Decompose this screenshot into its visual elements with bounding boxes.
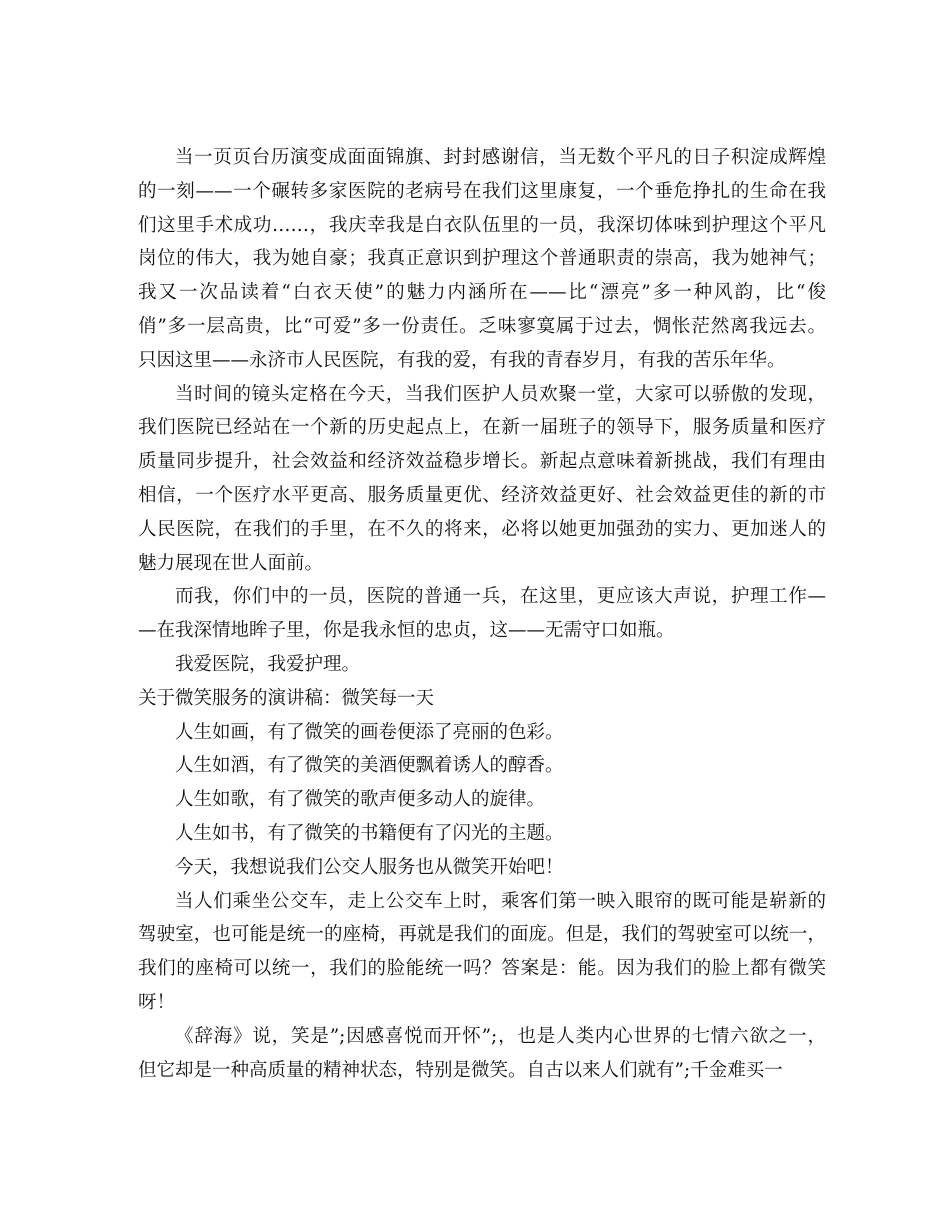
text-line: 我爱医院，我爱护理。	[175, 653, 361, 675]
text-line: 人生如酒，有了微笑的美酒便飘着诱人的醇香。	[175, 755, 564, 777]
body-paragraph	[138, 716, 826, 750]
text-line: 我们医院已经站在一个新的历史起点上，在新一届班子的领导下，服务质量和医疗	[138, 417, 826, 439]
text-line: 相信，一个医疗水平更高、服务质量更优、经济效益更好、社会效益更佳的新的市	[138, 484, 826, 506]
text-line: 俏”多一层高贵，比“可爱”多一份责任。乏味寥寞属于过去，惆怅茫然离我远去。	[138, 315, 826, 337]
text-line: 魅力展现在世人面前。	[138, 552, 324, 574]
text-line: —在我深情地眸子里，你是我永恒的忠贞，这——无需守口如瓶。	[138, 620, 675, 642]
text-line: 我又一次品读着“白衣天使”的魅力内涵所在——比“漂亮”多一种风韵，比“俊	[138, 282, 826, 304]
text-line: 当时间的镜头定格在今天，当我们医护人员欢聚一堂，大家可以骄傲的发现，	[175, 383, 826, 405]
text-line: 《辞海》说，笑是”;因感喜悦而开怀”;，也是人类内心世界的七情六欲之一，	[175, 1025, 826, 1047]
text-line: 当一页页台历演变成面面锦旗、封封感谢信，当无数个平凡的日子积淀成辉煌	[175, 147, 826, 168]
text-line: 当人们乘坐公交车，走上公交车上时，乘客们第一映入眼帘的既可能是崭新的	[175, 890, 826, 912]
text-line: 只因这里——永济市人民医院，有我的爱，有我的青春岁月，有我的苦乐年华。	[138, 349, 786, 371]
body-paragraph	[138, 141, 826, 378]
text-line: 而我，你们中的一员，医院的普通一兵，在这里，更应该大声说，护理工作—	[175, 586, 826, 608]
text-line: 岗位的伟大，我为她自豪；我真正意识到护理这个普通职责的崇高，我为她神气；	[138, 248, 826, 270]
body-paragraph	[138, 580, 826, 648]
body-paragraph	[138, 648, 826, 682]
text-line: 呀！	[138, 991, 176, 1013]
section-heading	[138, 682, 826, 716]
body-paragraph	[138, 817, 826, 851]
body-paragraph	[138, 1020, 826, 1088]
text-line: 今天，我想说我们公交人服务也从微笑开始吧！	[175, 856, 564, 878]
text-line: 人生如书，有了微笑的书籍便有了闪光的主题。	[175, 822, 564, 844]
text-line: 们这里手术成功……，我庆幸我是白衣队伍里的一员，我深切体味到护理这个平凡	[138, 214, 826, 236]
document-page	[138, 141, 826, 1087]
text-line: 的一刻——一个碾转多家医院的老病号在我们这里康复，一个垂危挣扎的生命在我	[138, 180, 826, 202]
text-line: 人生如画，有了微笑的画卷便添了亮丽的色彩。	[175, 721, 564, 743]
text-line: 质量同步提升，社会效益和经济效益稳步增长。新起点意味着新挑战，我们有理由	[138, 451, 826, 473]
body-paragraph	[138, 851, 826, 885]
body-paragraph	[138, 885, 826, 1020]
body-paragraph	[138, 749, 826, 783]
text-line: 人生如歌，有了微笑的歌声便多动人的旋律。	[175, 789, 546, 811]
body-paragraph	[138, 783, 826, 817]
text-line: 人民医院，在我们的手里，在不久的将来，必将以她更加强劲的实力、更加迷人的	[138, 518, 826, 540]
body-paragraph	[138, 378, 826, 581]
text-line: 关于微笑服务的演讲稿：微笑每一天	[138, 687, 435, 709]
text-line: 我们的座椅可以统一，我们的脸能统一吗？答案是：能。因为我们的脸上都有微笑	[138, 958, 826, 980]
text-line: 但它却是一种高质量的精神状态，特别是微笑。自古以来人们就有”;千金难买一	[138, 1059, 783, 1081]
text-line: 驾驶室，也可能是统一的座椅，再就是我们的面庞。但是，我们的驾驶室可以统一，	[138, 924, 826, 946]
